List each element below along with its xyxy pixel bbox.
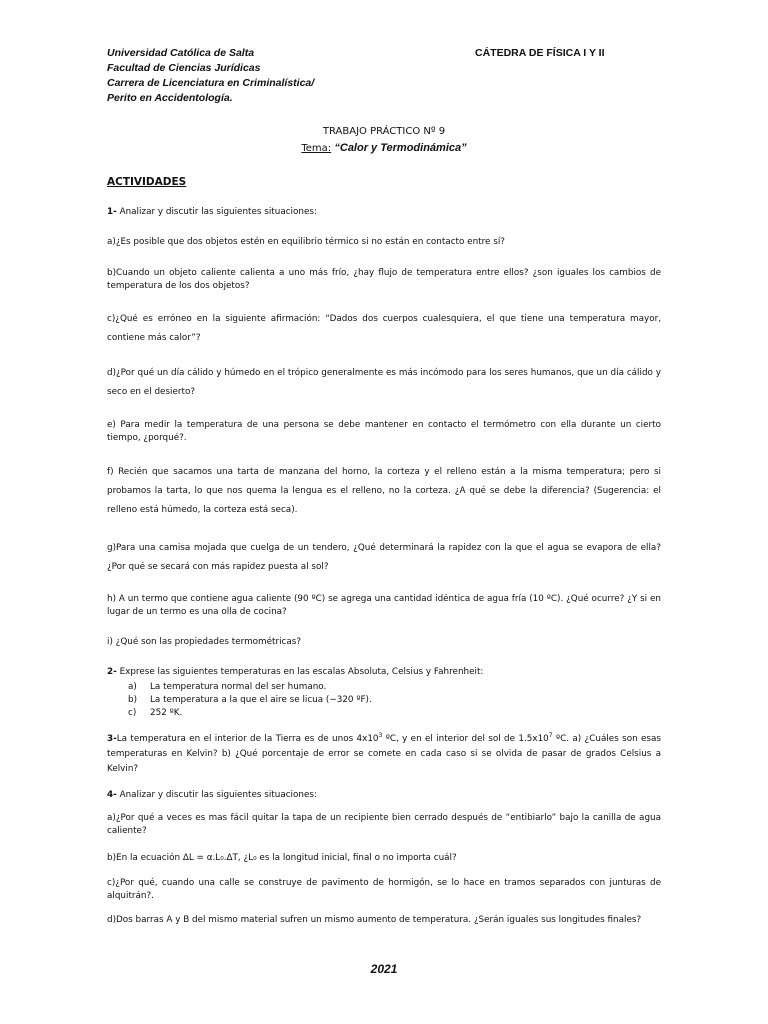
question-1a: a)¿Es posible que dos objetos estén en equilibrio térmico si no están en contacto entre sí? <box>107 237 505 247</box>
section-4-intro <box>107 789 661 802</box>
question-1f: f) Recién que sacamos una tarta de manzana del horno, la corteza y el relleno están a la misma temperatura; pero si probamos la tarta, lo que nos quema la lengua es el relleno, no la corteza. ¿A qué se debe la diferencia? (Sugerencia: el relleno está húmedo, la corteza está seca). <box>107 467 661 515</box>
section-2-intro <box>107 666 661 679</box>
list-marker: c) <box>128 708 137 718</box>
list-text: 252 ºK. <box>150 708 183 718</box>
question-1d: d)¿Por qué un día cálido y húmedo en el trópico generalmente es más incómodo para los seres humanos, que un día cálido y seco en el desierto? <box>107 368 661 397</box>
question-1i: i) ¿Qué son las propiedades termométricas? <box>107 637 302 647</box>
topic-line <box>0 142 768 154</box>
question-4c: c)¿Por qué, cuando una calle se construye de pavimento de hormigón, se lo hace en tramos separados con junturas de alquitrán?. <box>107 878 661 901</box>
section-1-intro <box>107 206 661 219</box>
exponent-1: 3 <box>378 732 383 740</box>
footer-year: 2021 <box>370 962 398 976</box>
section-2-number: 2- <box>107 667 117 677</box>
section-1-text: Analizar y discutir las siguientes situaciones: <box>116 207 317 217</box>
section-3-number: 3- <box>107 734 117 744</box>
section-4-number: 4- <box>107 790 117 800</box>
activities-heading: ACTIVIDADES <box>107 176 187 188</box>
question-1b: b)Cuando un objeto caliente calienta a uno más frío, ¿hay flujo de temperatura entre ellos? ¿son iguales los cambios de temperatura de los dos objetos? <box>107 268 661 291</box>
section-3-text-c: ºC. a) ¿Cuáles son esas temperaturas en Kelvin? b) ¿Qué porcentaje de error se comete en cada caso si se olvida de pasar de grados Celsius a Kelvin? <box>107 734 661 774</box>
section-2-text: Exprese las siguientes temperaturas en las escalas Absoluta, Celsius y Fahrenheit: <box>116 667 484 677</box>
chair-name: CÁTEDRA DE FÍSICA I Y II <box>475 47 605 59</box>
list-item <box>128 681 326 694</box>
section-3-text-b: ºC, y en el interior del sol de 1.5x10 <box>382 734 549 744</box>
list-marker: a) <box>128 682 137 692</box>
practical-title: TRABAJO PRÁCTICO Nº 9 <box>322 126 446 137</box>
faculty-name: Facultad de Ciencias Jurídicas <box>107 62 261 74</box>
university-name: Universidad Católica de Salta <box>107 47 255 59</box>
section-4-text: Analizar y discutir las siguientes situaciones: <box>116 790 317 800</box>
list-text: La temperatura a la que el aire se licua (−320 ºF). <box>150 695 372 705</box>
question-1h: h) A un termo que contiene agua caliente (90 ºC) se agrega una cantidad idéntica de agua fría (10 ºC). ¿Qué ocurre? ¿Y si en lugar de un termo es una olla de cocina? <box>107 594 661 617</box>
list-text: La temperatura normal del ser humano. <box>150 682 327 692</box>
section-1-number: 1- <box>107 207 117 217</box>
list-item <box>128 694 372 707</box>
career-name: Carrera de Licenciatura en Criminalística/ <box>107 77 315 89</box>
list-item <box>128 707 182 720</box>
section-3 <box>107 732 661 777</box>
topic-value: “Calor y Termodinámica” <box>334 142 467 154</box>
question-4b: b)En la ecuación ΔL = α.L₀.ΔT, ¿L₀ es la longitud inicial, final o no importa cuál? <box>107 853 457 863</box>
section-3-text-a: La temperatura en el interior de la Tierra es de unos 4x10 <box>116 734 379 744</box>
list-marker: b) <box>128 695 138 705</box>
exponent-2: 7 <box>548 732 553 740</box>
question-1g: g)Para una camisa mojada que cuelga de un tendero, ¿Qué determinará la rapidez con la que el agua se evapora de ella? ¿Por qué se secará con más rapidez puesta al sol? <box>107 543 661 572</box>
topic-label: Tema: <box>301 143 332 154</box>
institution-header <box>107 46 314 106</box>
question-1c: c)¿Qué es erróneo en la siguiente afirmación: “Dados dos cuerpos cualesquiera, el que tiene una temperatura mayor, contiene más calor”? <box>107 314 661 343</box>
question-4a: a)¿Por qué a veces es mas fácil quitar la tapa de un recipiente bien cerrado después de “entibiarlo” bajo la canilla de agua caliente? <box>107 813 661 836</box>
question-4d: d)Dos barras A y B del mismo material sufren un mismo aumento de temperatura. ¿Serán iguales sus longitudes finales? <box>107 915 642 925</box>
specialty-name: Perito en Accidentología. <box>107 92 233 104</box>
question-1e: e) Para medir la temperatura de una persona se debe mantener en contacto el termómetro con ella durante un cierto tiempo, ¿porqué?. <box>107 420 661 443</box>
